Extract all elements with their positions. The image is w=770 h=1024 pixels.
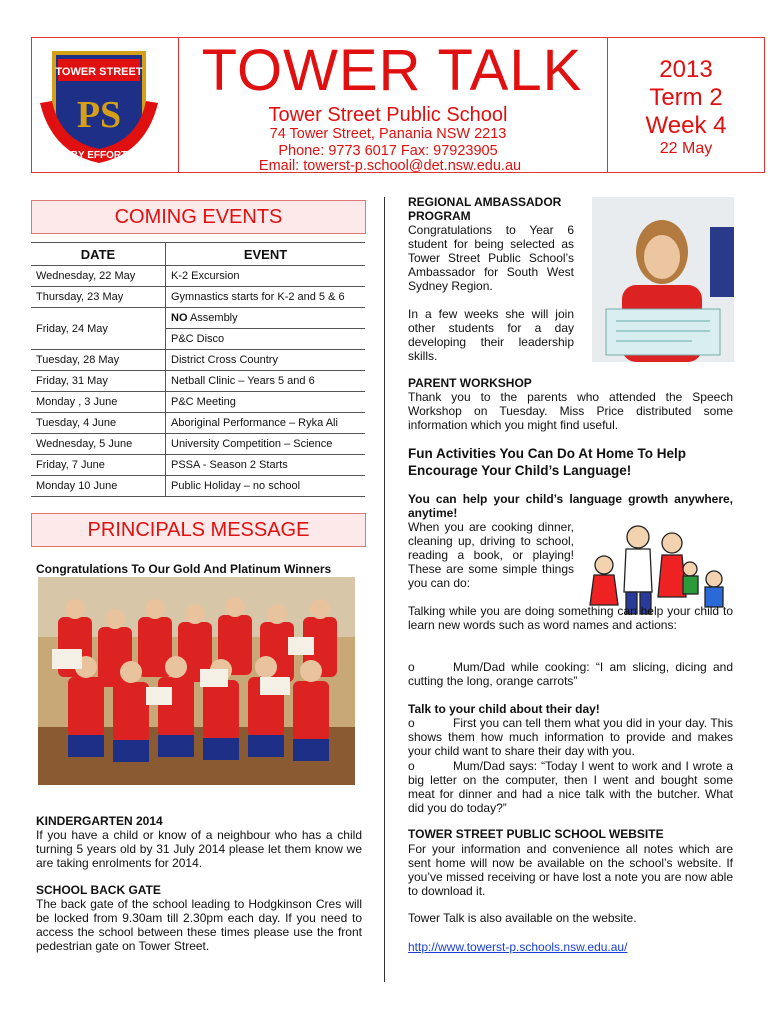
table-row	[31, 287, 365, 308]
table-row	[31, 371, 365, 392]
issue-date: 22 May	[659, 140, 713, 157]
bullet: o	[408, 660, 415, 674]
event-desc-bold: NO	[171, 312, 188, 324]
column-divider	[384, 197, 385, 982]
event-desc: District Cross Country	[166, 350, 366, 371]
event-date: Thursday, 23 May	[31, 287, 166, 308]
event-desc-rest: Assembly	[187, 312, 238, 324]
principals-message-heading: PRINCIPALS MESSAGE	[31, 513, 366, 547]
activities-p4: First you can tell them what you did in your day. This shows them how much information to provide and makes your child want to share their day with you.	[408, 716, 733, 758]
coming-events-heading: COMING EVENTS	[31, 200, 366, 234]
event-desc: Gymnastics starts for K-2 and 5 & 6	[166, 287, 366, 308]
event-date: Friday, 24 May	[31, 308, 166, 350]
table-row	[31, 476, 365, 497]
workshop-body: Thank you to the parents who attended the Speech Workshop on Tuesday. Miss Price distributed some information which you might find useful.	[408, 390, 733, 432]
events-table-header	[31, 243, 365, 266]
issue-week: Week 4	[645, 112, 727, 139]
table-row	[31, 266, 365, 287]
workshop-title: PARENT WORKSHOP	[408, 376, 532, 390]
winners-subheading: Congratulations To Our Gold And Platinum Winners	[36, 562, 332, 576]
col-event-header: EVENT	[166, 243, 366, 266]
talk-title: Talk to your child about their day!	[408, 702, 600, 716]
event-date: Tuesday, 4 June	[31, 413, 166, 434]
event-date: Wednesday, 22 May	[31, 266, 166, 287]
table-row	[31, 350, 365, 371]
event-date: Wednesday, 5 June	[31, 434, 166, 455]
issue-term: Term 2	[649, 84, 723, 111]
activities-p3: Mum/Dad while cooking: “I am slicing, dicing and cutting the long, orange carrots”	[408, 660, 733, 688]
event-desc: P&C Disco	[166, 329, 366, 350]
ambassador-title: REGIONAL AMBASSADOR PROGRAM	[408, 195, 562, 223]
crest-motto-text: BY EFFORT	[70, 150, 128, 161]
event-desc: Aboriginal Performance – Ryka Ali	[166, 413, 366, 434]
table-row	[31, 392, 365, 413]
event-date: Monday , 3 June	[31, 392, 166, 413]
family-clipart	[580, 517, 730, 617]
website-title: TOWER STREET PUBLIC SCHOOL WEBSITE	[408, 827, 664, 841]
event-desc: K-2 Excursion	[166, 266, 366, 287]
event-date: Friday, 31 May	[31, 371, 166, 392]
crest-middle-text: PS	[76, 94, 122, 136]
event-date: Friday, 7 June	[31, 455, 166, 476]
activities-p1: When you are cooking dinner, cleaning up, driving to school, reading a book, or playing! These are some simple things you can do:	[408, 520, 574, 590]
website-note: Tower Talk is also available on the website.	[408, 911, 637, 925]
back-gate-body: The back gate of the school leading to Hodgkinson Cres will be locked from 9.30am till 2.30pm each day. If you need to access the school between these times please use the front pedestrian gate on Tower Street.	[36, 897, 362, 953]
school-phone-fax: Phone: 9773 6017 Fax: 97923905	[278, 143, 498, 159]
kindergarten-body: If you have a child or know of a neighbour who has a child turning 5 years old by 31 July 2014 please let them know we are taking enrolments for 2014.	[36, 828, 362, 870]
school-crest-logo	[34, 41, 164, 166]
event-date: Tuesday, 28 May	[31, 350, 166, 371]
ambassador-body-2: In a few weeks she will join other students for a day developing their leadership skills.	[408, 307, 574, 363]
activities-title: Fun Activities You Can Do At Home To Help Encourage Your Child’s Language!	[408, 446, 687, 478]
activities-lead: You can help your child’s language growth anywhere, anytime!	[408, 492, 733, 520]
event-desc: University Competition – Science	[166, 434, 366, 455]
website-link[interactable]: http://www.towerst-p.schools.nsw.edu.au/	[408, 940, 628, 954]
event-desc: Netball Clinic – Years 5 and 6	[166, 371, 366, 392]
bullet: o	[408, 716, 415, 730]
ambassador-student-photo	[592, 197, 734, 362]
school-name: Tower Street Public School	[268, 104, 508, 126]
table-row	[31, 308, 365, 329]
school-address: 74 Tower Street, Panania NSW 2213	[269, 126, 507, 142]
website-body: For your information and convenience all notes which are sent home will now be available on the school’s website. If you’ve missed receiving or have lost a note you are now able to download it.	[408, 842, 733, 898]
newsletter-title: TOWER TALK	[201, 38, 583, 103]
back-gate-title: SCHOOL BACK GATE	[36, 883, 161, 897]
bullet: o	[408, 759, 415, 773]
table-row	[31, 413, 365, 434]
crest-top-text: TOWER STREET	[55, 66, 143, 78]
event-date: Monday 10 June	[31, 476, 166, 497]
event-desc: PSSA - Season 2 Starts	[166, 455, 366, 476]
table-row	[31, 434, 365, 455]
col-date-header: DATE	[31, 243, 166, 266]
issue-year: 2013	[659, 56, 713, 83]
students-group-photo	[38, 577, 355, 785]
school-email: Email: towerst-p.school@det.nsw.edu.au	[258, 158, 522, 174]
event-desc	[166, 308, 366, 329]
events-table	[31, 242, 365, 497]
activities-p5: Mum/Dad says: “Today I went to work and I wrote a big letter on the computer, then I went and bought some meat for dinner and had a nice talk with the butcher. What did you do today?”	[408, 759, 733, 815]
event-desc: Public Holiday – no school	[166, 476, 366, 497]
activities-p2: Talking while you are doing something can help your child to learn new words such as word names and actions:	[408, 604, 733, 632]
ambassador-body: Congratulations to Year 6 student for being selected as Tower Street Public School’s Ambassador for South West Sydney Region.	[408, 223, 574, 293]
event-desc: P&C Meeting	[166, 392, 366, 413]
table-row	[31, 455, 365, 476]
kindergarten-title: KINDERGARTEN 2014	[36, 814, 163, 828]
